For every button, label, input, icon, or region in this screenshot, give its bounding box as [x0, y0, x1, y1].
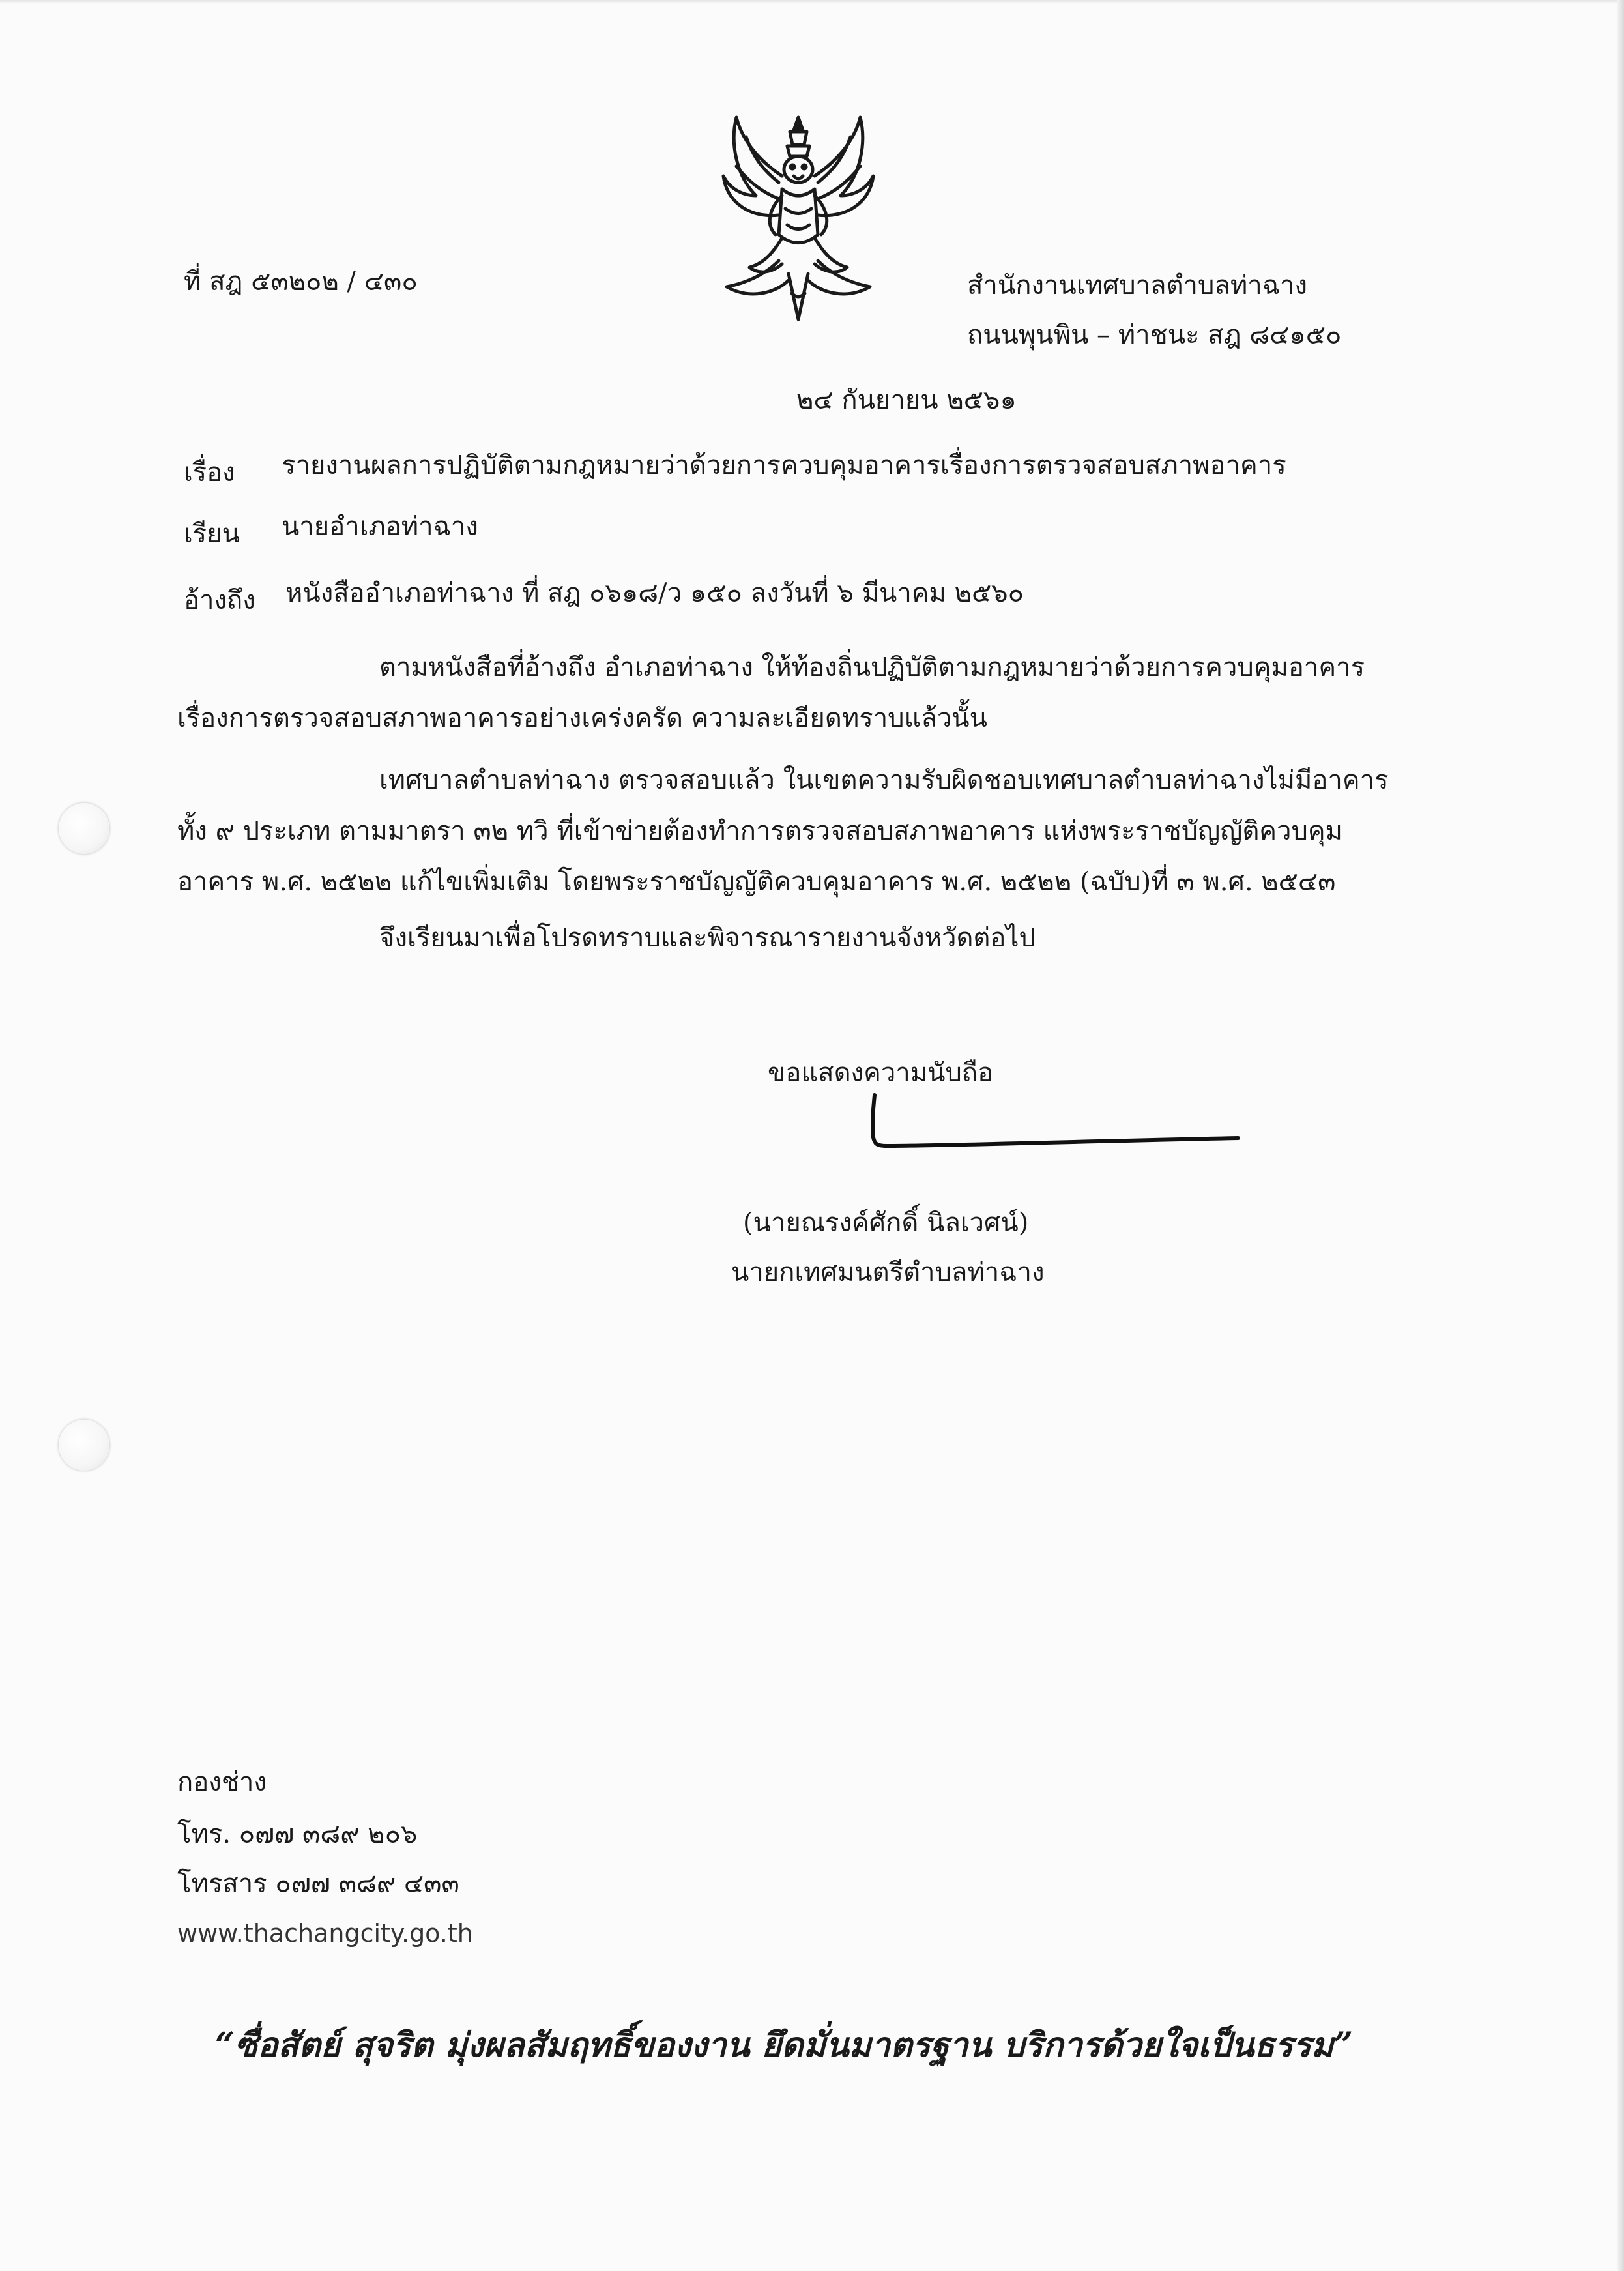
- paragraph-1-line-2: เรื่องการตรวจสอบสภาพอาคารอย่างเคร่งครัด ความละเอียดทราบแล้วนั้น: [177, 703, 987, 733]
- reference-label: อ้างถึง: [184, 585, 255, 615]
- office-name: สำนักงานเทศบาลตำบลท่าฉาง: [967, 271, 1307, 300]
- recipient-label: เรียน: [184, 519, 240, 549]
- signer-name: (นายณรงค์ศักดิ์ นิลเวศน์): [743, 1208, 1029, 1238]
- letter-date: ๒๔ กันยายน ๒๕๖๑: [796, 385, 1017, 415]
- footer-department: กองช่าง: [177, 1767, 267, 1797]
- subject-label: เรื่อง: [184, 458, 235, 488]
- signer-title: นายกเทศมนตรีตำบลท่าฉาง: [731, 1257, 1045, 1287]
- page-right-edge: [1617, 0, 1624, 2271]
- paragraph-2-line-2: ทั้ง ๙ ประเภท ตามมาตรา ๓๒ ทวิ ที่เข้าข่ายต้องทำการตรวจสอบสภาพอาคาร แห่งพระราชบัญญัติควบคุม: [177, 816, 1343, 846]
- footer-motto: “ซื่อสัตย์ สุจริต มุ่งผลสัมฤทธิ์ของงาน ยึดมั่นมาตรฐาน บริการด้วยใจเป็นธรรม”: [215, 2025, 1354, 2065]
- paragraph-3: [177, 913, 1428, 963]
- reference-text: หนังสืออำเภอท่าฉาง ที่ สฎ ๐๖๑๘/ว ๑๕๐ ลงวันที่ ๖ มีนาคม ๒๕๖๐: [285, 578, 1024, 608]
- closing-salutation: ขอแสดงความนับถือ: [768, 1058, 994, 1088]
- recipient-text: นายอำเภอท่าฉาง: [282, 512, 478, 542]
- paragraph-2: [177, 755, 1428, 907]
- footer-phone: โทร. ๐๗๗ ๓๘๙ ๒๐๖: [177, 1819, 418, 1849]
- footer-fax: โทรสาร ๐๗๗ ๓๘๙ ๔๓๓: [177, 1869, 459, 1899]
- punch-hole-bottom: [59, 1420, 109, 1471]
- signature-mark: [860, 1082, 1251, 1160]
- paragraph-3-line-1: จึงเรียนมาเพื่อโปรดทราบและพิจารณารายงานจังหวัดต่อไป: [379, 923, 1036, 953]
- subject-text: รายงานผลการปฏิบัติตามกฎหมายว่าด้วยการควบคุมอาคารเรื่องการตรวจสอบสภาพอาคาร: [282, 450, 1286, 480]
- page-top-edge: [0, 0, 1624, 4]
- garuda-emblem-icon: [717, 104, 880, 332]
- paragraph-1: [177, 642, 1428, 744]
- reference-number: ที่ สฎ ๕๓๒๐๒ / ๔๓๐: [184, 267, 418, 297]
- footer-website-link[interactable]: www.thachangcity.go.th: [177, 1919, 473, 1948]
- punch-hole-top: [59, 803, 109, 854]
- office-address: ถนนพุนพิน – ท่าชนะ สฎ ๘๔๑๕๐: [967, 320, 1342, 350]
- paragraph-1-line-1: ตามหนังสือที่อ้างถึง อำเภอท่าฉาง ให้ท้องถิ่นปฏิบัติตามกฎหมายว่าด้วยการควบคุมอาคาร: [379, 652, 1365, 682]
- paragraph-2-line-1: เทศบาลตำบลท่าฉาง ตรวจสอบแล้ว ในเขตความรับผิดชอบเทศบาลตำบลท่าฉางไม่มีอาคาร: [379, 765, 1389, 795]
- paragraph-2-line-3: อาคาร พ.ศ. ๒๕๒๒ แก้ไขเพิ่มเติม โดยพระราชบัญญัติควบคุมอาคาร พ.ศ. ๒๕๒๒ (ฉบับ)ที่ ๓ พ.ศ. ๒๕๔๓: [177, 867, 1336, 897]
